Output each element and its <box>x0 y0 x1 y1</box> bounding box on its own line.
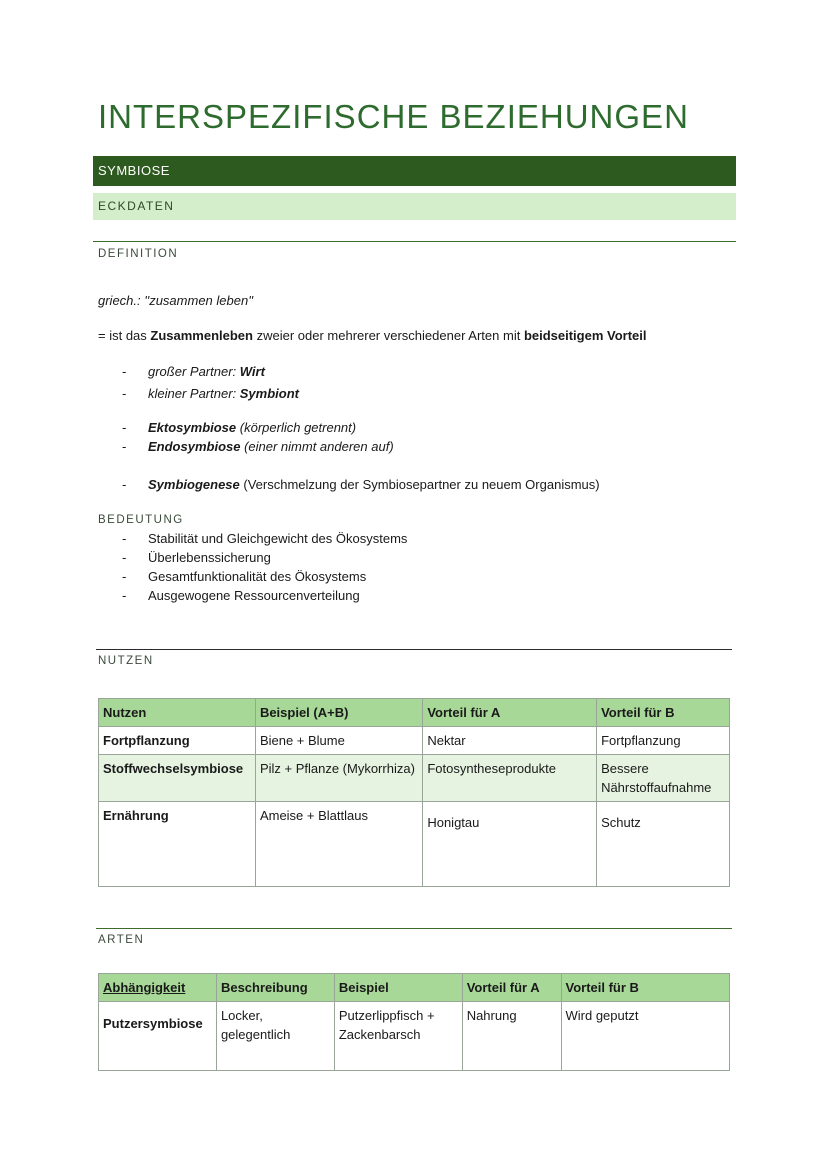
table-cell: Nahrung <box>462 1002 561 1071</box>
bullet-dash: - <box>122 439 127 454</box>
table-header-cell: Abhängigkeit <box>99 974 217 1002</box>
table-header-cell: Beispiel <box>334 974 462 1002</box>
divider <box>96 649 732 650</box>
greek-meaning: griech.: ''zusammen leben'' <box>98 293 254 308</box>
bedeutung-item: Gesamtfunktionalität des Ökosystems <box>148 569 367 584</box>
table-header-cell: Beschreibung <box>216 974 334 1002</box>
table-cell: Nektar <box>423 727 597 755</box>
divider <box>96 928 732 929</box>
table-cell: Stoffwechselsymbiose <box>99 755 256 802</box>
symbiosis-type-item <box>148 439 394 454</box>
table-row <box>99 755 730 802</box>
partner-item <box>148 364 265 379</box>
arten-label: ARTEN <box>98 934 145 946</box>
table-cell: Fortpflanzung <box>597 727 730 755</box>
arten-table <box>98 973 730 1071</box>
bullet-dash: - <box>122 550 127 565</box>
definition-sentence <box>98 328 647 343</box>
table-cell: Honigtau <box>423 802 597 887</box>
table-header-cell: Vorteil für B <box>561 974 730 1002</box>
symbiosis-type-note: (körperlich getrennt) <box>236 420 357 435</box>
symbiogenese-note: (Verschmelzung der Symbiosepartner zu neuem Organismus) <box>239 477 600 492</box>
table-header-cell: Vorteil für B <box>597 699 730 727</box>
definition-label: DEFINITION <box>98 248 179 260</box>
partner-value: Wirt <box>239 364 265 379</box>
definition-text-2: zweier oder mehrerer verschiedener Arten mit <box>252 328 524 343</box>
table-cell: Biene + Blume <box>255 727 422 755</box>
nutzen-table <box>98 698 730 887</box>
table-header-cell: Nutzen <box>99 699 256 727</box>
bedeutung-item: Überlebenssicherung <box>148 550 271 565</box>
partner-value: Symbiont <box>239 386 299 401</box>
symbiogenese-item <box>148 477 600 492</box>
divider <box>93 241 736 242</box>
table-header-row <box>99 699 730 727</box>
definition-term-zusammenleben: Zusammenleben <box>150 328 253 343</box>
table-cell: Bessere Nährstoffaufnahme <box>597 755 730 802</box>
table-cell: Pilz + Pflanze (Mykorrhiza) <box>255 755 422 802</box>
partner-label: großer Partner: <box>148 364 240 379</box>
table-cell: Putzersymbiose <box>99 1002 217 1071</box>
table-row <box>99 727 730 755</box>
definition-term-vorteil: beidseitigem Vorteil <box>523 328 647 343</box>
table-cell: Ernährung <box>99 802 256 887</box>
partner-item <box>148 386 299 401</box>
bedeutung-item: Ausgewogene Ressourcenverteilung <box>148 588 360 603</box>
symbiogenese-term: Symbiogenese <box>148 477 240 492</box>
bedeutung-label: BEDEUTUNG <box>98 514 184 526</box>
table-header-cell: Vorteil für A <box>462 974 561 1002</box>
bullet-dash: - <box>122 569 127 584</box>
bedeutung-item: Stabilität und Gleichgewicht des Ökosystems <box>148 531 408 546</box>
table-header-row <box>99 974 730 1002</box>
table-cell: Fortpflanzung <box>99 727 256 755</box>
table-cell: Wird geputzt <box>561 1002 730 1071</box>
table-row <box>99 802 730 887</box>
table-row <box>99 1002 730 1071</box>
bullet-dash: - <box>122 364 127 379</box>
bullet-dash: - <box>122 588 127 603</box>
symbiosis-type-item <box>148 420 356 435</box>
table-cell: Locker, gelegentlich <box>216 1002 334 1071</box>
partner-label: kleiner Partner: <box>148 386 240 401</box>
page-title: INTERSPEZIFISCHE BEZIEHUNGEN <box>98 98 689 135</box>
subsection-heading-eckdaten: ECKDATEN <box>93 193 736 220</box>
table-cell: Fotosyntheseprodukte <box>423 755 597 802</box>
symbiosis-type-note: (einer nimmt anderen auf) <box>240 439 394 454</box>
table-cell: Schutz <box>597 802 730 887</box>
bullet-dash: - <box>122 477 127 492</box>
table-header-cell: Vorteil für A <box>423 699 597 727</box>
table-header-cell: Beispiel (A+B) <box>255 699 422 727</box>
definition-text-1: = ist das <box>98 328 151 343</box>
section-heading-symbiose: SYMBIOSE <box>93 156 736 186</box>
bullet-dash: - <box>122 386 127 401</box>
bullet-dash: - <box>122 420 127 435</box>
symbiosis-type-term: Endosymbiose <box>148 439 241 454</box>
symbiosis-type-term: Ektosymbiose <box>148 420 237 435</box>
table-cell: Ameise + Blattlaus <box>255 802 422 887</box>
bullet-dash: - <box>122 531 127 546</box>
nutzen-label: NUTZEN <box>98 655 154 667</box>
table-cell: Putzerlippfisch + Zackenbarsch <box>334 1002 462 1071</box>
